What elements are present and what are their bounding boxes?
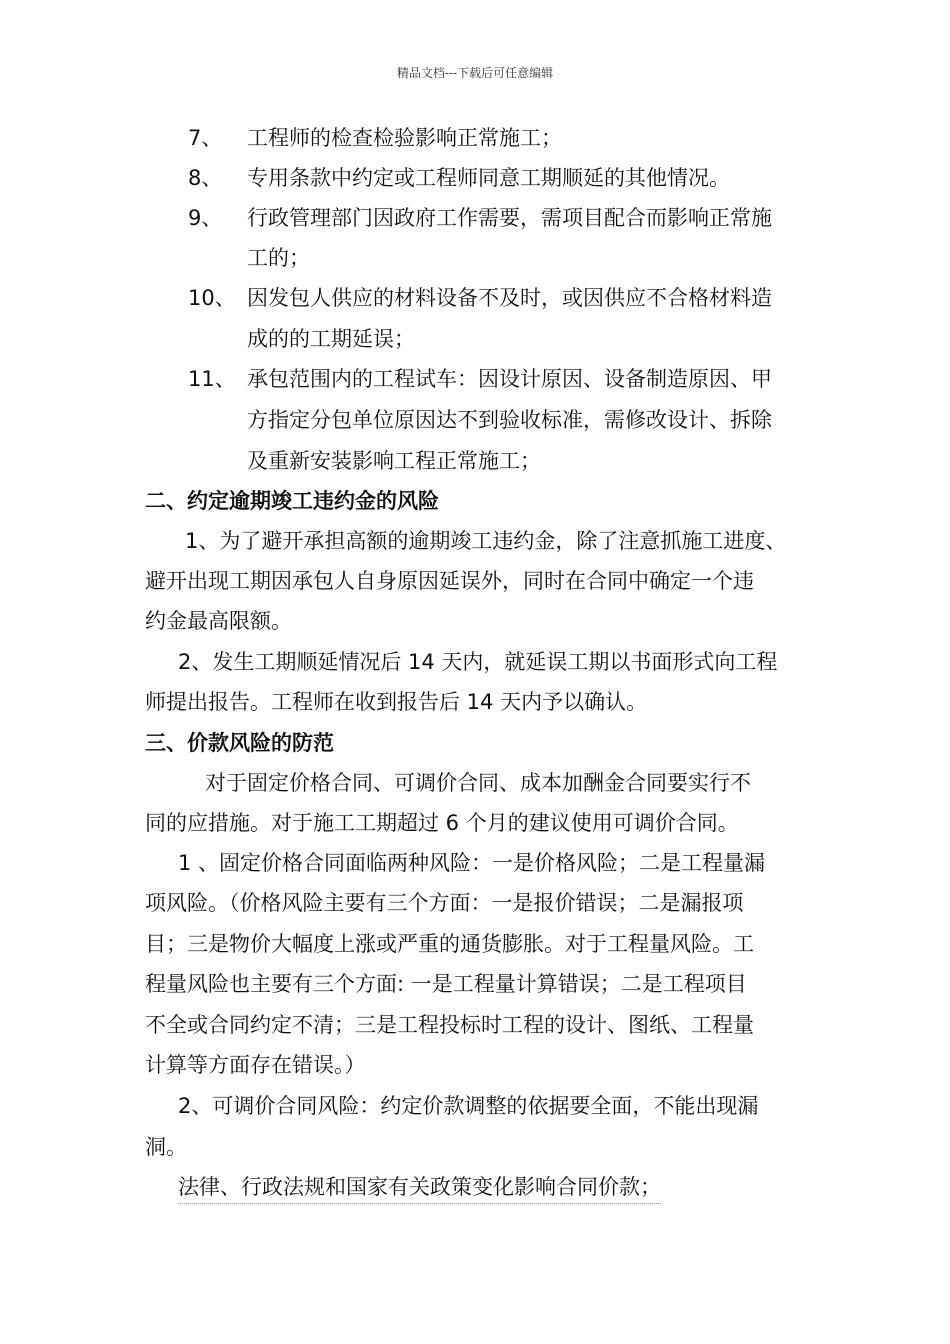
item-number: 8、	[188, 166, 223, 190]
section-heading: 二、约定逾期竣工违约金的风险	[145, 489, 439, 513]
item-text: 承包范围内的工程试车：因设计原因、设备制造原因、甲	[247, 367, 772, 391]
item-text: 行政管理部门因政府工作需要，需项目配合而影响正常施	[247, 206, 772, 230]
paragraph-line: 项风险。（价格风险主要有三个方面：一是报价错误；二是漏报项	[145, 891, 744, 915]
item-text: 因发包人供应的材料设备不及时，或因供应不合格材料造	[247, 286, 772, 310]
item-text: 方指定分包单位原因达不到验收标准，需修改设计、拆除	[247, 408, 772, 432]
paragraph-line: 避开出现工期因承包人自身原因延误外，同时在合同中确定一个违	[145, 569, 754, 593]
paragraph-line: 1 、固定价格合同面临两种风险：一是价格风险；二是工程量漏	[178, 851, 766, 875]
paragraph-line: 约金最高限额。	[145, 609, 292, 633]
paragraph-line: 计算等方面存在错误。）	[145, 1053, 366, 1077]
paragraph-line: 师提出报告。工程师在收到报告后 14 天内予以确认。	[145, 690, 648, 714]
paragraph-line: 2、发生工期顺延情况后 14 天内，就延误工期以书面形式向工程	[178, 650, 778, 674]
paragraph-line: 2、可调价合同风险：约定价款调整的依据要全面，不能出现漏	[178, 1094, 759, 1118]
item-text: 工程师的检查检验影响正常施工；	[247, 126, 562, 150]
item-text: 专用条款中约定或工程师同意工期顺延的其他情况。	[247, 166, 730, 190]
item-number: 11、	[188, 367, 236, 391]
page-header: 精品文档---下载后可任意编辑	[396, 66, 554, 80]
item-number: 10、	[188, 286, 236, 310]
paragraph-line: 1、为了避开承担高额的逾期竣工违约金，除了注意抓施工进度、	[185, 529, 787, 553]
item-text: 及重新安装影响工程正常施工；	[247, 449, 541, 473]
item-number: 7、	[188, 126, 223, 150]
paragraph-line: 法律、行政法规和国家有关政策变化影响合同价款；	[178, 1173, 661, 1204]
item-text: 工的；	[247, 246, 310, 270]
paragraph-line: 同的应措施。对于施工工期超过 6 个月的建议使用可调价合同。	[145, 811, 739, 835]
item-text: 成的的工期延误；	[247, 327, 415, 351]
paragraph-line: 程量风险也主要有三个方面: 一是工程量计算错误；二是工程项目	[145, 972, 747, 996]
paragraph-line: 不全或合同约定不清；三是工程投标时工程的设计、图纸、工程量	[145, 1013, 754, 1037]
paragraph-line: 对于固定价格合同、可调价合同、成本加酬金合同要实行不	[205, 771, 751, 795]
paragraph-line: 洞。	[145, 1135, 187, 1159]
paragraph-line: 目；三是物价大幅度上涨或严重的通货膨胀。对于工程量风险。工	[145, 932, 754, 956]
item-number: 9、	[188, 206, 223, 230]
section-heading: 三、价款风险的防范	[145, 731, 334, 755]
